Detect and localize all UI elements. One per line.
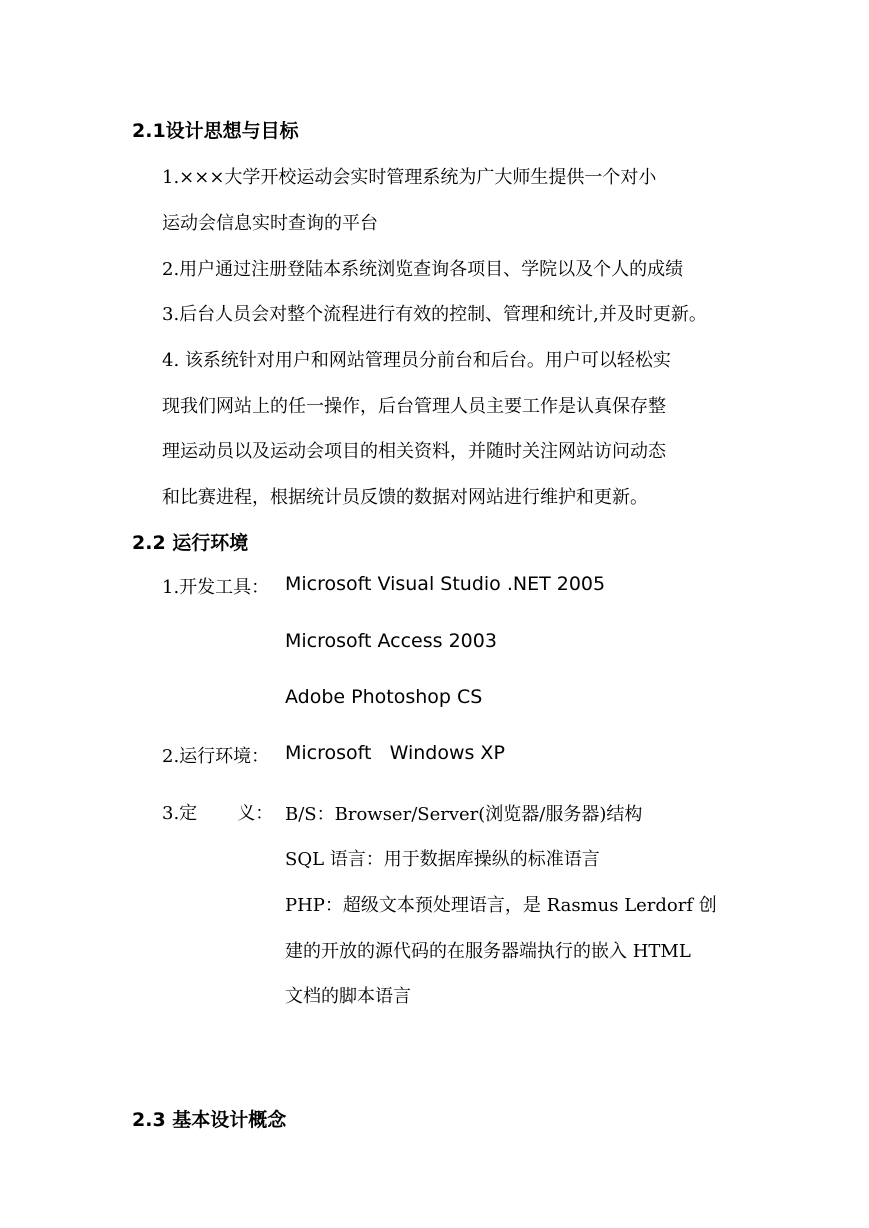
section-2-1-line: 现我们网站上的任一操作，后台管理人员主要工作是认真保存整 — [162, 396, 666, 417]
dev-tool-item: Adobe Photoshop CS — [285, 686, 483, 708]
definition-line: 建的开放的源代码的在服务器端执行的嵌入 HTML — [285, 941, 691, 962]
dev-tools-label: 1.开发工具： — [162, 577, 270, 598]
section-2-1-line: 运动会信息实时查询的平台 — [162, 213, 378, 234]
section-2-1-line: 和比赛进程，根据统计员反馈的数据对网站进行维护和更新。 — [162, 487, 648, 508]
definition-line: B/S：Browser/Server(浏览器/服务器)结构 — [285, 804, 643, 825]
definitions-label: 3.定 义： — [162, 803, 274, 824]
section-2-1-line: 4. 该系统针对用户和网站管理员分前台和后台。用户可以轻松实 — [162, 350, 671, 371]
definition-line: PHP：超级文本预处理语言，是 Rasmus Lerdorf 创 — [285, 895, 717, 916]
section-2-1-heading: 2.1设计思想与目标 — [132, 120, 299, 142]
run-env-label: 2.运行环境： — [162, 746, 270, 767]
dev-tool-item: Microsoft Visual Studio .NET 2005 — [285, 573, 606, 595]
run-env-value: Microsoft Windows XP — [285, 742, 505, 764]
section-2-2-heading: 2.2 运行环境 — [132, 532, 249, 554]
section-2-1-line: 1.×××大学开校运动会实时管理系统为广大师生提供一个对小 — [162, 167, 657, 188]
section-2-1-line: 2.用户通过注册登陆本系统浏览查询各项目、学院以及个人的成绩 — [162, 259, 684, 280]
section-2-3-heading: 2.3 基本设计概念 — [132, 1109, 287, 1131]
dev-tool-item: Microsoft Access 2003 — [285, 630, 497, 652]
section-2-1-line: 理运动员以及运动会项目的相关资料，并随时关注网站访问动态 — [162, 441, 666, 462]
definition-line: SQL 语言：用于数据库操纵的标准语言 — [285, 849, 600, 870]
section-2-1-line: 3.后台人员会对整个流程进行有效的控制、管理和统计,并及时更新。 — [162, 304, 707, 325]
definition-line: 文档的脚本语言 — [285, 986, 411, 1007]
